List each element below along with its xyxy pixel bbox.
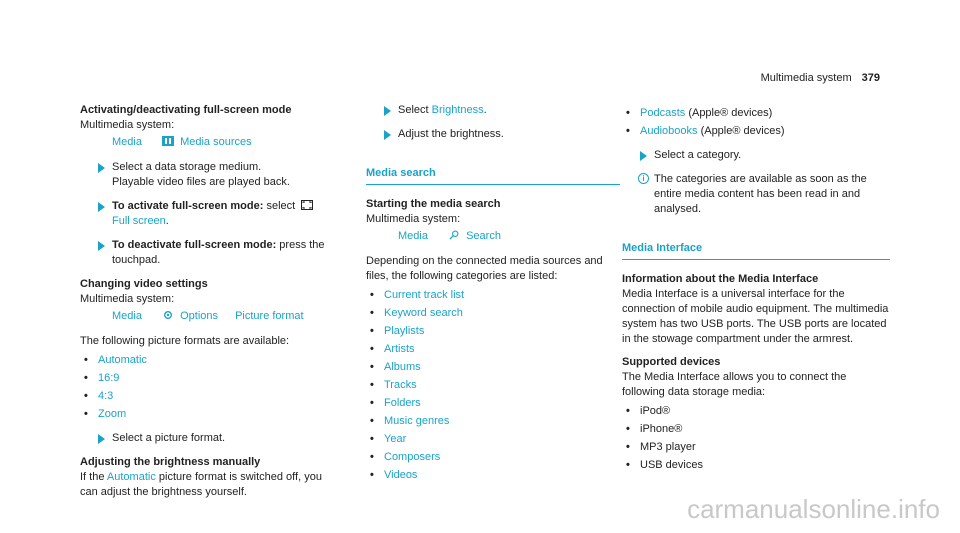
list-item: • Music genres	[370, 415, 450, 427]
list-item: • Albums	[370, 361, 421, 373]
menu-path-2: Media Options Picture format	[112, 310, 304, 322]
list-item: • Keyword search	[370, 307, 463, 319]
list-item: • USB devices	[626, 459, 703, 471]
list-item: • Composers	[370, 451, 441, 463]
system-label: Multimedia system:	[80, 119, 175, 131]
step-select-medium: Select a data storage medium. Playable video files are played back.	[80, 160, 342, 190]
page-header	[761, 72, 880, 84]
apple-categories-list	[622, 106, 890, 139]
column-2	[366, 103, 620, 487]
column-1	[80, 103, 342, 500]
list-item: • iPod®	[626, 405, 671, 417]
section-media-interface: Media Interface	[622, 241, 890, 260]
media-interface-para: Media Interface is a universal interface for the connection of mobile audio equipment. The multimedia system has two USB ports. The USB ports are located in the stowage compartment under the armrest.	[622, 288, 889, 345]
path-media-sources: Media sources	[180, 136, 252, 148]
step-arrow-icon	[640, 151, 647, 161]
list-item: • Artists	[370, 343, 415, 355]
column-3	[622, 103, 890, 477]
step-arrow-icon	[98, 434, 105, 444]
step-select-category: Select a category.	[622, 148, 890, 163]
list-item: • Podcasts (Apple® devices)	[626, 107, 773, 119]
watermark: carmanualsonline.info	[687, 494, 940, 524]
heading-supported-devices: Supported devices	[622, 356, 721, 368]
heading-start-search: Starting the media search	[366, 198, 501, 210]
options-gear-icon	[162, 310, 174, 320]
step-select-brightness: Select Brightness.	[366, 103, 620, 118]
step-arrow-icon	[384, 130, 391, 140]
categories-list	[366, 288, 620, 483]
list-item: • Folders	[370, 397, 421, 409]
devices-list	[622, 404, 890, 473]
heading-fullscreen: Activating/deactivating full-screen mode	[80, 104, 292, 116]
brightness-para: If the Automatic picture format is switched off, you can adjust the brightness yourself.	[80, 471, 322, 498]
path-media: Media	[112, 136, 142, 148]
media-sources-icon	[162, 136, 174, 146]
system-label: Multimedia system:	[80, 293, 175, 305]
step-adjust-brightness: Adjust the brightness.	[366, 127, 620, 142]
step-activate-fullscreen: To activate full-screen mode: select Full screen.	[80, 199, 342, 229]
step-arrow-icon	[384, 106, 391, 116]
list-item: • 16:9	[84, 372, 120, 384]
heading-video-settings: Changing video settings	[80, 278, 208, 290]
devices-intro: The Media Interface allows you to connect the following data storage media:	[622, 371, 847, 398]
header-title: Multimedia system	[760, 72, 852, 84]
list-item: • 4:3	[84, 390, 114, 402]
list-item: • Audiobooks (Apple® devices)	[626, 125, 785, 137]
formats-list	[80, 353, 342, 422]
page-number: 379	[861, 72, 880, 84]
search-icon	[448, 230, 460, 240]
full-screen-icon	[301, 200, 313, 210]
list-item: • Videos	[370, 469, 418, 481]
info-note: i The categories are available as soon as the entire media content has been read in and analysed.	[622, 172, 890, 217]
system-label: Multimedia system:	[366, 213, 461, 225]
categories-intro: Depending on the connected media sources and files, the following categories are listed:	[366, 255, 603, 282]
info-icon: i	[638, 173, 649, 184]
list-item: • Playlists	[370, 325, 425, 337]
list-item: • Current track list	[370, 289, 465, 301]
menu-path-search: Media Search	[398, 230, 501, 242]
step-arrow-icon	[98, 163, 105, 173]
list-item: • Zoom	[84, 408, 127, 420]
list-item: • Year	[370, 433, 407, 445]
step-select-format: Select a picture format.	[80, 431, 342, 446]
list-item: • Automatic	[84, 354, 147, 366]
step-deactivate-fullscreen: To deactivate full-screen mode: press the touchpad.	[80, 238, 342, 268]
section-media-search: Media search	[366, 166, 620, 185]
heading-brightness: Adjusting the brightness manually	[80, 456, 261, 468]
menu-path-1	[80, 135, 342, 150]
step-arrow-icon	[98, 202, 105, 212]
step-arrow-icon	[98, 241, 105, 251]
list-item: • Tracks	[370, 379, 417, 391]
formats-intro: The following picture formats are available:	[80, 335, 290, 347]
list-item: • iPhone®	[626, 423, 683, 435]
heading-media-interface-info: Information about the Media Interface	[622, 273, 819, 285]
link-full-screen: Full screen	[112, 215, 166, 227]
list-item: • MP3 player	[626, 441, 696, 453]
